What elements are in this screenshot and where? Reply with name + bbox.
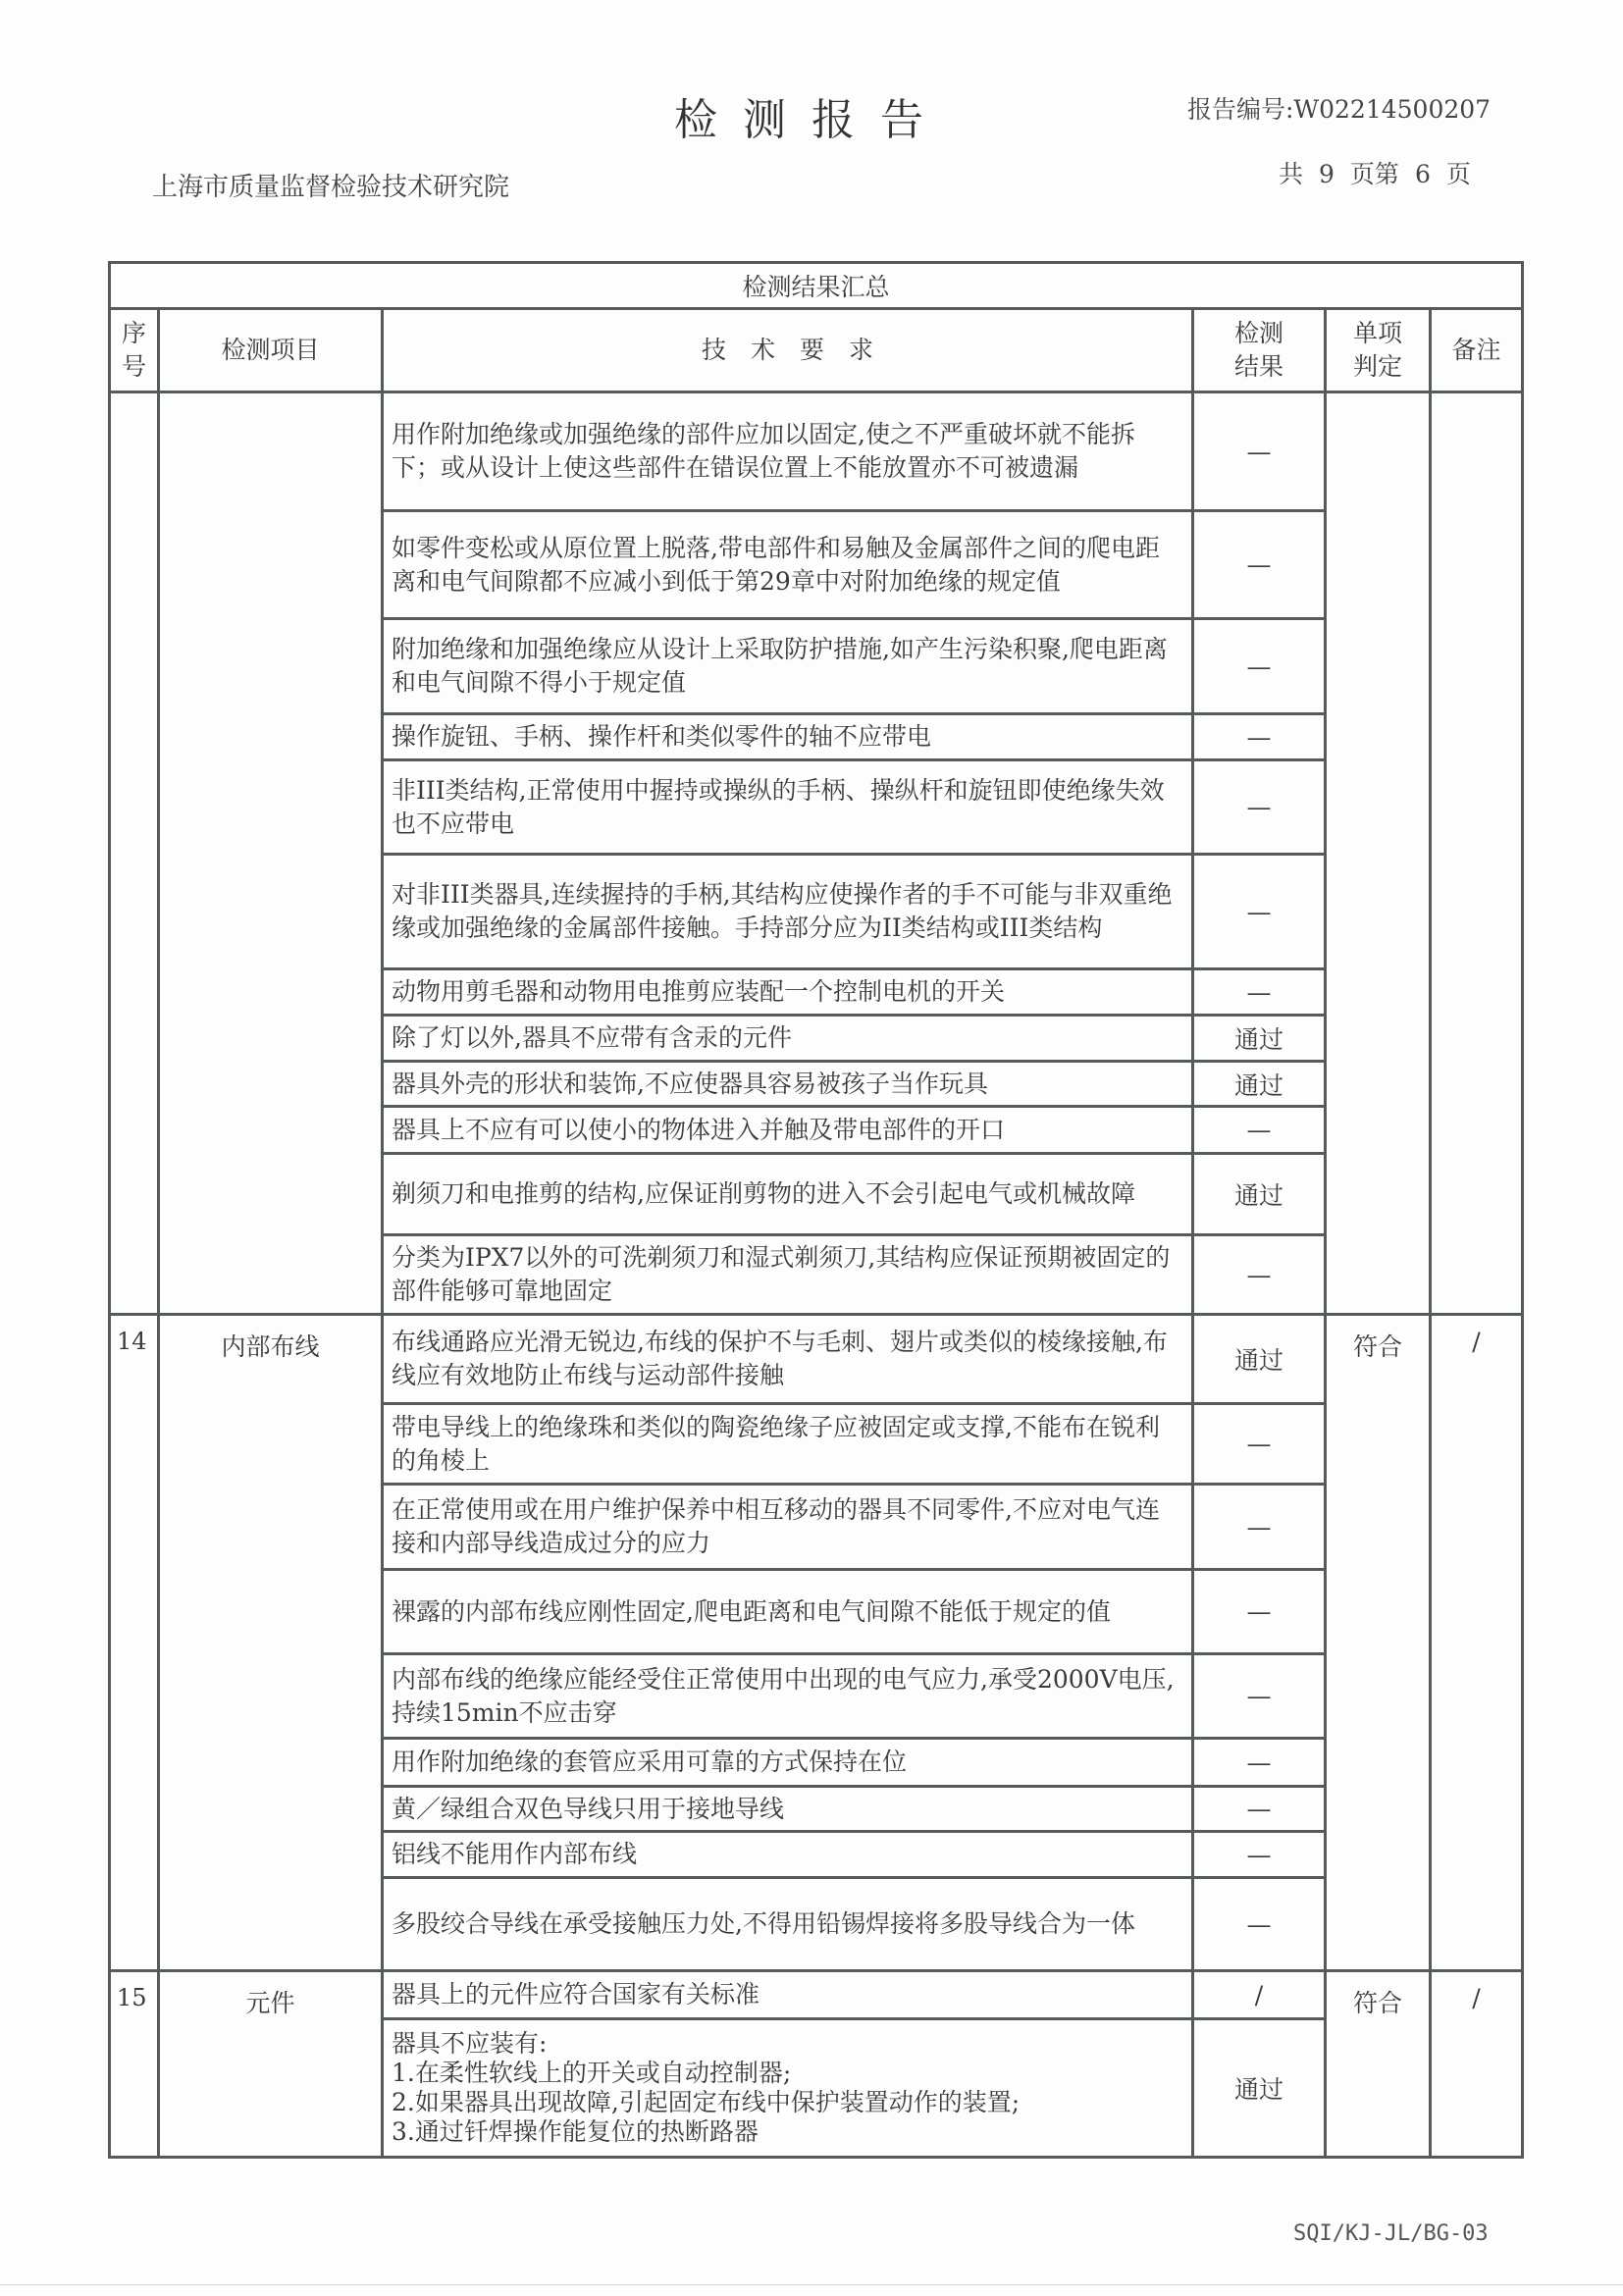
col-header-note: 备注 [1431,309,1523,392]
page-total: 9 [1319,160,1335,188]
requirement-cell: 剃须刀和电推剪的结构,应保证削剪物的进入不会引起电气或机械故障 [383,1154,1193,1235]
requirement-cell: 除了灯以外,器具不应带有含汞的元件 [383,1016,1193,1062]
page-info-prefix: 共 [1279,160,1304,188]
result-cell: 通过 [1193,1016,1326,1062]
requirement-cell: 在正常使用或在用户维护保养中相互移动的器具不同零件,不应对电气连接和内部导线造成过分的应力 [383,1485,1193,1570]
requirement-line: 3.通过钎焊操作能复位的热断路器 [392,2117,759,2146]
result-cell: — [1193,392,1326,511]
requirement-cell: 操作旋钮、手柄、操作杆和类似零件的轴不应带电 [383,714,1193,760]
form-code: SQI/KJ-JL/BG-03 [1293,2221,1489,2246]
col-header-result [1193,309,1326,392]
result-cell: — [1193,855,1326,969]
requirement-cell: 器具上不应有可以使小的物体进入并触及带电部件的开口 [383,1107,1193,1154]
result-cell: — [1193,1654,1326,1739]
result-cell: — [1193,1485,1326,1570]
col-header-seq-text: 序号 [121,319,146,381]
result-cell: — [1193,1107,1326,1154]
result-cell: — [1193,511,1326,619]
result-cell: — [1193,1878,1326,1971]
requirement-cell: 铝线不能用作内部布线 [383,1832,1193,1878]
result-cell: — [1193,760,1326,855]
report-number: 报告编号:W02214500207 [1187,95,1492,124]
section-note: / [1431,1971,1523,2158]
result-cell: — [1193,969,1326,1016]
result-cell: — [1193,1787,1326,1832]
requirement-cell: 动物用剪毛器和动物用电推剪应装配一个控制电机的开关 [383,969,1193,1016]
result-cell: — [1193,1739,1326,1787]
section-judgement [1326,392,1431,1315]
col-header-item: 检测项目 [159,309,383,392]
table-row [110,1971,1523,2019]
requirement-cell: 分类为IPX7以外的可洗剃须刀和湿式剃须刀,其结构应保证预期被固定的部件能够可靠地固定 [383,1235,1193,1315]
requirement-cell: 对非III类器具,连续握持的手柄,其结构应使操作者的手不可能与非双重绝缘或加强绝缘的金属部件接触。手持部分应为II类结构或III类结构 [383,855,1193,969]
result-cell: 通过 [1193,2019,1326,2158]
requirement-cell: 多股绞合导线在承受接触压力处,不得用铅锡焊接将多股导线合为一体 [383,1878,1193,1971]
requirement-cell [383,2019,1193,2158]
section-seq [110,392,159,1315]
requirement-cell: 用作附加绝缘或加强绝缘的部件应加以固定,使之不严重破坏就不能拆下；或从设计上使这些部件在错误位置上不能放置亦不可被遗漏 [383,392,1193,511]
section-item: 元件 [159,1971,383,2158]
requirement-cell: 如零件变松或从原位置上脱落,带电部件和易触及金属部件之间的爬电距离和电气间隙都不应减小到低于第29章中对附加绝缘的规定值 [383,511,1193,619]
requirement-line: 器具不应装有: [392,2029,548,2058]
requirement-cell: 黄／绿组合双色导线只用于接地导线 [383,1787,1193,1832]
requirement-cell: 附加绝缘和加强绝缘应从设计上采取防护措施,如产生污染积聚,爬电距离和电气间隙不得小于规定值 [383,619,1193,714]
section-item [159,392,383,1315]
result-cell: — [1193,1404,1326,1485]
result-cell: — [1193,714,1326,760]
section-seq: 15 [110,1971,159,2158]
section-note: / [1431,1315,1523,1971]
result-cell: — [1193,1235,1326,1315]
section-item: 内部布线 [159,1315,383,1971]
col-header-judgement-text: 单项判定 [1352,319,1402,381]
requirement-cell: 布线通路应光滑无锐边,布线的保护不与毛刺、翅片或类似的棱缘接触,布线应有效地防止布线与运动部件接触 [383,1315,1193,1404]
document-title: 检测报告 [674,95,949,145]
requirement-cell: 内部布线的绝缘应能经受住正常使用中出现的电气应力,承受2000V电压,持续15min不应击穿 [383,1654,1193,1739]
col-header-judgement [1326,309,1431,392]
result-cell: — [1193,1832,1326,1878]
result-cell: / [1193,1971,1326,2019]
section-note [1431,392,1523,1315]
page-info [1271,155,1479,190]
requirement-cell: 带电导线上的绝缘珠和类似的陶瓷绝缘子应被固定或支撑,不能布在锐利的角棱上 [383,1404,1193,1485]
page-info-suffix: 页 [1445,160,1471,188]
result-cell: — [1193,1570,1326,1654]
requirement-cell: 非III类结构,正常使用中握持或操纵的手柄、操纵杆和旋钮即使绝缘失效也不应带电 [383,760,1193,855]
organization-name: 上海市质量监督检验技术研究院 [152,173,510,202]
result-cell: — [1193,619,1326,714]
result-cell: 通过 [1193,1315,1326,1404]
table-row [110,1315,1523,1404]
result-cell: 通过 [1193,1154,1326,1235]
table-row [110,392,1523,511]
page-bottom-line [0,2284,1623,2285]
requirement-line: 2.如果器具出现故障,引起固定布线中保护装置动作的装置; [392,2088,1021,2116]
results-table [108,261,1524,2159]
requirement-cell: 器具上的元件应符合国家有关标准 [383,1971,1193,2019]
section-seq: 14 [110,1315,159,1971]
requirement-cell: 裸露的内部布线应刚性固定,爬电距离和电气间隙不能低于规定的值 [383,1570,1193,1654]
col-header-seq [110,309,159,392]
table-title: 检测结果汇总 [110,263,1523,309]
section-judgement: 符合 [1326,1315,1431,1971]
requirement-line: 1.在柔性软线上的开关或自动控制器; [392,2059,792,2087]
section-judgement: 符合 [1326,1971,1431,2158]
col-header-result-text: 检测结果 [1233,319,1283,381]
page-info-mid: 页第 [1349,160,1399,188]
requirement-cell: 器具外壳的形状和装饰,不应使器具容易被孩子当作玩具 [383,1062,1193,1107]
requirement-cell: 用作附加绝缘的套管应采用可靠的方式保持在位 [383,1739,1193,1787]
page-current: 6 [1414,160,1431,188]
result-cell: 通过 [1193,1062,1326,1107]
col-header-requirement: 技 术 要 求 [383,309,1193,392]
results-body [110,392,1523,2158]
